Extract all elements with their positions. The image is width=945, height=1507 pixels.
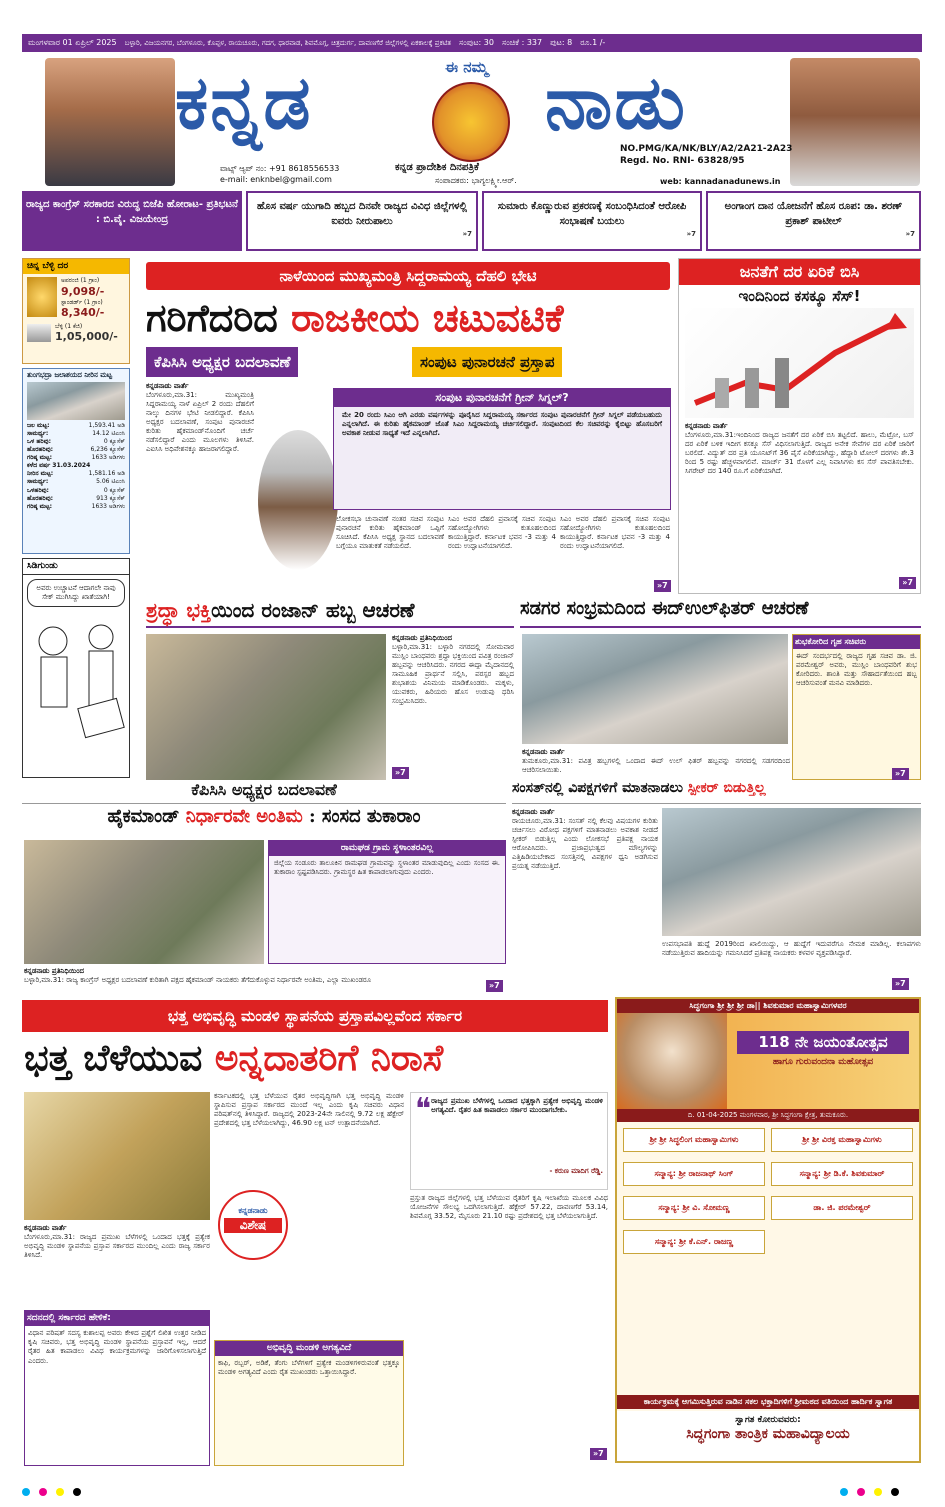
dam-stat-value: 5.06 ಟಿಎಂಸಿ bbox=[96, 478, 125, 486]
promo-text: ಹೊಸ ವರ್ಷ ಯುಗಾದಿ ಹಬ್ಬದ ದಿನವೇ ರಾಜ್ಯದ ವಿವಿಧ ಜಿಲ್ಲೆಗಳಲ್ಲಿ ಐವರು ನೀರುಪಾಲು bbox=[256, 201, 468, 227]
paddy-body-0: ಬೆಂಗಳೂರು,ಮಾ.31: ರಾಜ್ಯದ ಪ್ರಮುಖ ಬೆಳೆಗಳಲ್ಲಿ ಒಂದಾದ ಭತ್ತಕ್ಕೆ ಪ್ರತ್ಯೇಕ ಅಭಿವೃದ್ಧಿ ಮಂಡಳಿ ಸ್ಥಾಪನೆಯ ಪ್ರಸ್ತಾಪ ಸರ್ಕಾರದ ಮುಂದಿಲ್ಲ ಎಂದು ರಾಜ್ಯ ಸರ್ಕಾರ ತಿಳಿಸಿದೆ. bbox=[24, 1232, 210, 1259]
dam-stat-row bbox=[27, 462, 125, 470]
mandali-box bbox=[214, 1340, 404, 1466]
kpcc-headline-a: ಹೈಕಮಾಂಡ್ bbox=[107, 806, 186, 827]
lead-headline-part-b: ರಾಜಕೀಯ ಚಟುವಟಿಕೆ bbox=[291, 295, 564, 340]
ramzan-title bbox=[146, 598, 514, 628]
kpcc-headline bbox=[22, 806, 506, 829]
masthead-title-right: ನಾಡು bbox=[545, 60, 687, 146]
rni-reg: Regd. No. RNI- 63828/95 bbox=[620, 156, 745, 167]
masthead-ee-namma: ಈ ನಮ್ಮ bbox=[445, 58, 488, 76]
paddy-headline-b: ಅನ್ನದಾತರಿಗೆ ನಿರಾಸೆ bbox=[214, 1037, 444, 1079]
registration-dots-right bbox=[840, 1488, 908, 1499]
dam-stats bbox=[23, 420, 129, 513]
ad-person-name: ಸನ್ಮಾನ್ಯ: ಶ್ರೀ ಡಿ.ಕೆ. ಶಿವಕುಮಾರ್ bbox=[771, 1162, 913, 1186]
paddy-kicker: ಭತ್ತ ಅಭಿವೃದ್ಧಿ ಮಂಡಳಿ ಸ್ಥಾಪನೆಯ ಪ್ರಸ್ತಾಪವಿಲ್ಲವೆಂದ ಸರ್ಕಾರ bbox=[22, 1000, 608, 1032]
lead-body-4: ಸಿಎಂ ಅವರ ದೆಹಲಿ ಪ್ರವಾಸಕ್ಕೆ ಸಚಿವ ಸಂಪುಟ ಸಹೋದ್ಯೋಗಿಗಳು ಕುತೂಹಲದಿಂದ ಕಾಯುತ್ತಿದ್ದಾರೆ. ಕರ್ನಾಟಕ ಭವನ -3 ಮತ್ತು 4 ರಂದು ಉದ್ಘಾಟನೆಯಾಗಲಿದೆ. bbox=[560, 515, 670, 551]
kpcc-headline-c: : ಸಂಸದ ತುಕಾರಾಂ bbox=[302, 806, 421, 827]
gold-rate-header: ಚಿನ್ನ ಬೆಳ್ಳಿ ದರ bbox=[23, 259, 129, 274]
ad-footer bbox=[617, 1411, 919, 1461]
paddy-quote: ರಾಜ್ಯದ ಪ್ರಮುಖ ಬೆಳೆಗಳಲ್ಲಿ ಒಂದಾದ ಭತ್ತಕ್ಕಾಗಿ ಪ್ರತ್ಯೇಕ ಅಭಿವೃದ್ಧಿ ಮಂಡಳಿ ಅಗತ್ಯವಿದೆ. ರೈತರ ಹಿತ ಕಾಪಾಡಲು ಸರ್ಕಾರ ಮುಂದಾಗಬೇಕು. bbox=[431, 1097, 603, 1115]
vishesha-b: ವಿಶೇಷ bbox=[224, 1218, 282, 1233]
promo-text: ಸುಮಾರು ಕೊಣ್ಣುರುವ ಪ್ರಕರಣಕ್ಕೆ ಸಂಬಂಧಿಸಿದಂತೆ ಆರೋಪಿ ಸಂಭಾಷಣೆ ಬಯಲು bbox=[497, 201, 687, 227]
dam-stat-value: 0 ಕ್ಯೂಸೆಕ್ bbox=[103, 437, 125, 445]
dam-level-box bbox=[22, 368, 130, 554]
gold-rate-box bbox=[22, 258, 130, 364]
promo-text: ಅಂಗಾಂಗ ದಾನ ಯೋಜನೆಗೆ ಹೊಸ ರೂಪ: ಡಾ. ಶರಣ್ ಪ್ರಕಾಶ್ ಪಾಟೀಲ್ bbox=[724, 201, 903, 227]
ramzan-title-a: ಶ್ರದ್ಧಾ ಭಕ್ತಿ bbox=[146, 598, 212, 622]
cartoon-box bbox=[22, 558, 130, 778]
ramzan-body: ಬಳ್ಳಾರಿ,ಮಾ.31: ಬಳ್ಳಾರಿ ನಗರದಲ್ಲಿ ಸೋಮವಾರ ಮುಸ್ಲಿಂ ಬಾಂಧವರು ಶ್ರದ್ಧಾ ಭಕ್ತಿಯಿಂದ ಪವಿತ್ರ ರಂಜಾನ್ ಹಬ್ಬವನ್ನು ಆಚರಿಸಿದರು. ನಗರದ ಈದ್ಗಾ ಮೈದಾನದಲ್ಲಿ ಸಾಮೂಹಿಕ ಪ್ರಾರ್ಥನೆ ಸಲ್ಲಿಸಿ, ಪರಸ್ಪರ ಹಬ್ಬದ ಶುಭಾಶಯ ವಿನಿಮಯ ಮಾಡಿಕೊಂಡರು. ಮಕ್ಕಳು, ಯುವಕರು, ಹಿರಿಯರು ಹೊಸ ಉಡುಪು ಧರಿಸಿ ಸಂಭ್ರಮಿಸಿದರು. bbox=[392, 642, 514, 706]
lead-body-1: ಬೆಂಗಳೂರು,ಮಾ.31: ಮುಖ್ಯಮಂತ್ರಿ ಸಿದ್ದರಾಮಯ್ಯ ನಾಳೆ ಏಪ್ರಿಲ್ 2 ರಂದು ದೆಹಲಿಗೆ ನಾಲ್ಕು ದಿನಗಳ ಭೇಟಿ ನೀಡಲಿದ್ದಾರೆ. ಕೆಪಿಸಿಸಿ ಅಧ್ಯಕ್ಷರ ಬದಲಾವಣೆ, ಸಂಪುಟ ಪುನಾರಚನೆ ಕುರಿತು ಹೈಕಮಾಂಡ್‌ನೊಂದಿಗೆ ಚರ್ಚೆ ನಡೆಸಲಿದ್ದಾರೆ ಎಂದು ಮೂಲಗಳು ತಿಳಿಸಿವೆ. ಎಐಸಿಸಿ ಅಧಿವೇಶನಕ್ಕೂ ಹಾಜರಾಗಲಿದ್ದಾರೆ. bbox=[146, 390, 254, 454]
kpcc-headline-b: ನಿರ್ಧಾರವೇ ಅಂತಿಮ bbox=[185, 806, 303, 827]
masthead-tagline: ಕನ್ನಡ ಪ್ರಾದೇಶಿಕ ದಿನಪತ್ರಿಕೆ bbox=[395, 162, 479, 173]
paddy-text-0 bbox=[24, 1224, 210, 1306]
whatsapp-number: ವಾಟ್ಸ್ ಆ್ಯಪ್ ನಂ: +91 8618556533 bbox=[220, 164, 340, 173]
swamiji-portrait bbox=[617, 1013, 727, 1109]
ad-bottom-line: ಕಾರ್ಯಕ್ರಮಕ್ಕೆ ಆಗಮಿಸುತ್ತಿರುವ ನಾಡಿನ ಸಕಲ ಭಕ್ತಾದಿಗಳಿಗೆ ಶ್ರೀಮಠದ ವತಿಯಿಂದ ಹಾರ್ದಿಕ ಸ್ವಾಗತ bbox=[617, 1395, 919, 1409]
lead-kicker: ನಾಳೆಯಿಂದ ಮುಖ್ಯಮಂತ್ರಿ ಸಿದ್ದರಾಮಯ್ಯ ದೆಹಲಿ ಭೇಟಿ bbox=[146, 262, 670, 290]
ad-person-name: ಶ್ರೀ ಶ್ರೀ ಸಿದ್ಧಲಿಂಗ ಮಹಾಸ್ವಾಮಿಗಳು bbox=[623, 1128, 765, 1152]
dam-stat-row bbox=[27, 495, 125, 503]
dam-stat-row bbox=[27, 422, 125, 430]
kpcc-continued-link[interactable]: »7 bbox=[486, 980, 503, 992]
promo-box-4[interactable] bbox=[706, 191, 921, 251]
promo-box-2[interactable] bbox=[246, 191, 478, 251]
tax-body: ಬೆಂಗಳೂರು,ಮಾ.31:ಇಂದಿನಿಂದ ರಾಜ್ಯದ ಜನತೆಗೆ ದರ ಏರಿಕೆ ಬಿಸಿ ತಟ್ಟಲಿದೆ. ಹಾಲು, ಮೆಟ್ರೋ, ಬಸ್ ದರ ಏರಿಕೆ ಬಳಿಕ ಇದೀಗ ಕಸಕ್ಕೂ ಸೆಸ್ ವಿಧಿಸಲಾಗುತ್ತಿದೆ. ರಾಜ್ಯದ ಅನೇಕ ಸೇವೆಗಳ ದರ ಏರಿಕೆ ಜಾರಿಗೆ ಬರಲಿದೆ. ವಿದ್ಯುತ್ ದರ ಪ್ರತಿ ಯೂನಿಟ್‌ಗೆ 36 ಪೈಸೆ ಏರಿಕೆಯಾಗಿದ್ದು, ಹೆದ್ದಾರಿ ಟೋಲ್ ದರಗಳು ಶೇ.3 ರಿಂದ 5 ರಷ್ಟು ಹೆಚ್ಚಳವಾಗಲಿವೆ. ಮಾರ್ಚ್ 31 ರೊಳಗೆ ಎಲ್ಲ ನಿವಾಸಿಗಳು ಕಸ ಸೆಸ್ ಪಾವತಿಸಬೇಕು. ಸಿಗರೇಟ್ ದರ 140 ರೂ.ಗೆ ಏರಿಕೆಯಾಗಿದೆ. bbox=[685, 430, 914, 475]
cartoon-drawing bbox=[23, 611, 129, 751]
dam-stat-value: 1633 ಅಡಿಗಳು bbox=[91, 454, 125, 462]
paddy-field-photo bbox=[24, 1092, 210, 1220]
apaparanji-label: ಅಪರಂಜಿ (1 ಗ್ರಾಂ) bbox=[61, 277, 100, 285]
ramghad-box bbox=[268, 840, 506, 964]
masthead-title-left: ಕನ್ನಡ bbox=[175, 60, 313, 146]
dam-stat-value: 1,593.41 ಅಡಿ bbox=[88, 421, 125, 429]
dam-stat-value: 14.12 ಟಿಎಂಸಿ bbox=[92, 429, 125, 437]
quote-mark-icon: ❝ bbox=[415, 1092, 432, 1127]
ramzan-prayer-photo bbox=[146, 634, 386, 780]
eid-body: ತುಮಕೂರು,ಮಾ.31: ಪವಿತ್ರ ಹಬ್ಬಗಳಲ್ಲಿ ಒಂದಾದ ಈದ್ ಉಲ್ ಫಿತರ್ ಹಬ್ಬವನ್ನು ನಗರದಲ್ಲಿ ಸಡಗರದಿಂದ ಆಚರಿಸಲಾಯಿತು. bbox=[522, 756, 790, 774]
eid-greeting-box bbox=[792, 634, 921, 780]
dam-stat-label: ಜಲ ಮಟ್ಟ: bbox=[27, 421, 50, 429]
politician-photo-right bbox=[790, 58, 920, 186]
silver-bar-icon bbox=[27, 324, 51, 342]
tax-subtitle: ಇಂದಿನಿಂದ ಕಸಕ್ಕೂ ಸೆಸ್! bbox=[738, 287, 861, 305]
mandali-body: ಕಾಫಿ, ರಬ್ಬರ್, ಅಡಿಕೆ, ತೆಂಗು ಬೆಳೆಗಳಿಗೆ ಪ್ರತ್ಯೇಕ ಮಂಡಳಿಗಳಿರುವಂತೆ ಭತ್ತಕ್ಕೂ ಮಂಡಳಿ ಅಗತ್ಯವಿದೆ ಎಂದು ರೈತ ಮುಖಂಡರು ಒತ್ತಾಯಿಸಿದ್ದಾರೆ. bbox=[218, 1359, 400, 1377]
speaker-body: ರಾಯಚೂರು,ಮಾ.31: ಸಂಸತ್ ನಲ್ಲಿ ಕೆಲವು ವಿಷಯಗಳ ಕುರಿತು ಚರ್ಚಿಸಲು ವಿರೋಧ ಪಕ್ಷಗಳಿಗೆ ಮಾತನಾಡಲು ಅವಕಾಶ ನೀಡದೆ ಸ್ಪೀಕರ್ ಬಿಡುತ್ತಿಲ್ಲ ಎಂದು ಲೋಕಸಭೆ ಪ್ರತಿಪಕ್ಷ ನಾಯಕ ಆರೋಪಿಸಿದರು. ಪ್ರಜಾಪ್ರಭುತ್ವದ ಮೌಲ್ಯಗಳನ್ನು ಎತ್ತಿಹಿಡಿಯಬೇಕಾದ ಸಂಸತ್ತಿನಲ್ಲಿ ವಿಪಕ್ಷಗಳ ಧ್ವನಿ ಅಡಗಿಸುವ ಪ್ರಯತ್ನ ನಡೆಯುತ್ತಿದೆ. bbox=[512, 816, 658, 871]
paddy-continued-link[interactable]: »7 bbox=[590, 1448, 607, 1460]
kpcc-dateline: ಕನ್ನಡನಾಡು ಪ್ರತಿನಿಧಿಯಿಂದ bbox=[24, 967, 84, 975]
dam-stat-value: 1633 ಅಡಿಗಳು bbox=[91, 502, 125, 510]
eid-title: ಸಡಗರ ಸಂಭ್ರಮದಿಂದ ಈದ್‌ಉಲ್‌ಫಿತರ್ ಆಚರಣೆ bbox=[520, 598, 921, 628]
ad-date: ದಿ. 01-04-2025 ಮಂಗಳವಾರ, ಶ್ರೀ ಸಿದ್ಧಗಂಗಾ ಕ್ಷೇತ್ರ, ತುಮಕೂರು. bbox=[617, 1109, 919, 1122]
eid-prayer-photo bbox=[522, 634, 788, 744]
dam-stat-label: ಹೊರಹರಿವು: bbox=[27, 494, 54, 502]
ramzan-text bbox=[392, 634, 514, 780]
postal-reg: NO.PMG/KA/NK/BLY/A2/2A21-2A23 bbox=[620, 144, 793, 154]
eid-text bbox=[522, 748, 790, 780]
lead-dateline: ಕನ್ನಡನಾಡು ವಾರ್ತೆ bbox=[146, 382, 189, 390]
lead-subtag-2: ಸಂಪುಟ ಪುನಾರಚನೆ ಪ್ರಸ್ತಾಪ bbox=[412, 347, 562, 377]
price: ರೂ.1 /- bbox=[580, 38, 606, 47]
lead-column-1 bbox=[146, 382, 254, 592]
mandali-header: ಅಭಿವೃದ್ಧಿ ಮಂಡಳಿ ಅಗತ್ಯವಿದೆ bbox=[215, 1341, 403, 1356]
ad-welcome: ಸ್ವಾಗತ ಕೋರುವವರು: bbox=[735, 1415, 801, 1425]
editor-line: ಸಂಪಾದಕರು: ಭಾಗ್ಯಲಕ್ಷ್ಮೀ.ಆರ್. bbox=[435, 176, 517, 185]
promo-ref: »7 bbox=[686, 230, 696, 238]
ramzan-continued-link[interactable]: »7 bbox=[392, 767, 409, 779]
promo-box-3[interactable] bbox=[482, 191, 702, 251]
paddy-dateline: ಕನ್ನಡನಾಡು ವಾರ್ತೆ bbox=[24, 1224, 67, 1232]
ramzan-title-b: ಯಿಂದ ರಂಜಾನ್ ಹಬ್ಬ ಆಚರಣೆ bbox=[211, 598, 415, 622]
ad-subtitle: ಹಾಗೂ ಗುರುವಂದನಾ ಮಹೋತ್ಸವ bbox=[772, 1056, 874, 1067]
speaker-text-1 bbox=[512, 808, 658, 936]
lead-headline bbox=[146, 296, 670, 340]
issue-date: ಮಂಗಳವಾರ 01 ಏಪ್ರಿಲ್ 2025 bbox=[28, 38, 117, 47]
ramzan-dateline: ಕನ್ನಡನಾಡು ಪ್ರತಿನಿಧಿಯಿಂದ bbox=[392, 634, 452, 642]
silver-label: ಬೆಳ್ಳಿ (1 ಕೆಜಿ) bbox=[55, 322, 83, 330]
cabinet-box bbox=[333, 388, 671, 510]
ad-person-name: ಸನ್ಮಾನ್ಯ: ಶ್ರೀ ವಿ. ಸೋಮಣ್ಣ bbox=[623, 1196, 765, 1220]
tax-dateline: ಕನ್ನಡನಾಡು ವಾರ್ತೆ bbox=[685, 421, 728, 430]
districts-line: ಬಳ್ಳಾರಿ, ವಿಜಯನಗರ, ಬೆಂಗಳೂರು, ಕೊಪ್ಪಳ, ರಾಯಚೂರು, ಗದಗ, ಧಾರವಾಡ, ಶಿವಮೊಗ್ಗ, ಚಿತ್ರದುರ್ಗ, ದಾವಣಗೆರೆ ಜಿಲ್ಲೆಗಳಲ್ಲಿ ಏಕಕಾಲಕ್ಕೆ ಪ್ರಕಟಿತ bbox=[124, 38, 452, 47]
apaparanji-price: 9,098/- bbox=[61, 284, 105, 298]
dam-stat-label: ಸಾಮರ್ಥ್ಯ: bbox=[27, 429, 49, 437]
volume: ಸಂಪುಟ: 30 bbox=[459, 38, 494, 47]
dam-stat-value: 0 ಕ್ಯೂಸೆಕ್ bbox=[103, 486, 125, 494]
ad-person-name: ಸನ್ಮಾನ್ಯ: ಶ್ರೀ ಕೆ.ಎನ್. ರಾಜಣ್ಣ bbox=[623, 1230, 765, 1254]
contact-block bbox=[220, 163, 339, 185]
kpcc-body: ಬಳ್ಳಾರಿ,ಮಾ.31: ರಾಜ್ಯ ಕಾಂಗ್ರೆಸ್ ಅಧ್ಯಕ್ಷರ ಬದಲಾವಣೆ ಕುರಿತಾಗಿ ಪಕ್ಷದ ಹೈಕಮಾಂಡ್ ನಾಯಕರು ತೆಗೆದುಕೊಳ್ಳುವ ನಿರ್ಧಾರವೇ ಅಂತಿಮ, ಎಲ್ಲಾ ಮುಖಂಡರೂ bbox=[24, 975, 372, 984]
dam-stat-value: 6,236 ಕ್ಯೂಸೆಕ್ bbox=[90, 446, 125, 454]
promo-ref: »7 bbox=[462, 230, 472, 238]
vishesha-a: ಕನ್ನಡನಾಡು bbox=[238, 1206, 268, 1215]
gold-coins-icon bbox=[27, 277, 57, 317]
karnataka-emblem-icon bbox=[432, 82, 510, 162]
promo-text: ರಾಜ್ಯದ ಕಾಂಗ್ರೆಸ್ ಸರಕಾರದ ವಿರುದ್ಧ ಬಿಜೆಪಿ ಹೋರಾಟ- ಪ್ರತಿಭಟನೆ : ಬಿ.ವೈ. ವಿಜಯೇಂದ್ರ bbox=[26, 199, 238, 225]
issue-number: ಸಂಚಿಕೆ : 337 bbox=[501, 38, 543, 47]
tax-story bbox=[678, 258, 921, 594]
siddaramaiah-photo bbox=[258, 430, 338, 570]
dam-stat-row bbox=[27, 430, 125, 438]
dam-stat-row bbox=[27, 478, 125, 486]
tukaram-press-photo bbox=[24, 840, 264, 964]
standard-label: ಸ್ಟಾಂಡರ್ಡ್ (1 ಗ್ರಾಂ) bbox=[61, 298, 103, 306]
ad-institution: ಸಿದ್ಧಗಂಗಾ ತಾಂತ್ರಿಕ ಮಹಾವಿದ್ಯಾಲಯ bbox=[686, 1426, 850, 1443]
speaker-title-b: ಸ್ಪೀಕರ್ ಬಿಡುತ್ತಿಲ್ಲ bbox=[687, 780, 766, 796]
cabinet-box-text: ಮೇ 20 ರಂದು ಸಿಎಂ ಆಗಿ ಎರಡು ವರ್ಷಗಳನ್ನು ಪೂರೈಸಿದ ಸಿದ್ದರಾಮಯ್ಯ ಸರ್ಕಾರದ ಸಂಪುಟ ಪುನಾರಚನೆಗೆ ಗ್ರೀನ್ ಸಿಗ್ನಲ್ ಪಡೆಯಬಹುದು ಎನ್ನಲಾಗಿದೆ. ಈ ಕುರಿತು ಹೈಕಮಾಂಡ್ ಜೊತೆ ಸಿಎಂ ಸಿದ್ದರಾಮಯ್ಯ ಚರ್ಚಿಸಲಿದ್ದಾರೆ. ಸಂಪುಟದಿಂದ ಕೆಲ ಸಚಿವರನ್ನು ಕೈಬಿಟ್ಟು ಹೊಸಬರಿಗೆ ಅವಕಾಶ ನೀಡುವ ಸಾಧ್ಯತೆ ಇದೆ ಎನ್ನಲಾಗಿದೆ. bbox=[342, 410, 662, 437]
eid-dateline: ಕನ್ನಡನಾಡು ವಾರ್ತೆ bbox=[522, 748, 565, 756]
ramghad-title: ರಾಮಘಡ ಗ್ರಾಮ ಸ್ಥಳಾಂತರವಿಲ್ಲ bbox=[269, 841, 505, 856]
speaker-press-meet-photo bbox=[662, 808, 921, 936]
kpcc-kicker: ಕೆಪಿಸಿಸಿ ಅಧ್ಯಕ್ಷರ ಬದಲಾವಣೆ bbox=[22, 780, 506, 804]
cabinet-box-title: ಸಂಪುಟ ಪುನಾರಚನೆಗೆ ಗ್ರೀನ್ ಸಿಗ್ನಲ್? bbox=[334, 389, 670, 407]
dam-stat-label: ಸಾಮರ್ಥ್ಯ: bbox=[27, 478, 49, 486]
ad-person-name: ಸನ್ಮಾನ್ಯ: ಶ್ರೀ ರಾಜನಾಥ್ ಸಿಂಗ್ bbox=[623, 1162, 765, 1186]
promo-ref: »7 bbox=[905, 230, 915, 238]
dam-stat-value: 913 ಕ್ಯೂಸೆಕ್ bbox=[96, 494, 125, 502]
dam-stat-label: ಒಳ ಹರಿವು: bbox=[27, 437, 51, 445]
lead-headline-part-a: ಗರಿಗೆದರಿದ bbox=[146, 295, 292, 340]
paddy-body-2: ಪ್ರಸ್ತುತ ರಾಜ್ಯದ ಜಿಲ್ಲೆಗಳಲ್ಲಿ ಭತ್ತ ಬೆಳೆಯುವ ರೈತರಿಗೆ ಕೃಷಿ ಇಲಾಖೆಯ ಮೂಲಕ ವಿವಿಧ ಯೋಜನೆಗಳ ಸೌಲಭ್ಯ ಒದಗಿಸಲಾಗುತ್ತಿದೆ. ಹೆಕ್ಟೇರ್ 57.22, ದಾವಣಗೆರೆ 53.14, ಶಿವಮೊಗ್ಗ 33.52, ಮೈಸೂರು 21.10 ರಷ್ಟು ಪ್ರದೇಶದಲ್ಲಿ ಭತ್ತ ಬೆಳೆಯಲಾಗುತ್ತಿದೆ. bbox=[410, 1194, 608, 1221]
dam-stat-row bbox=[27, 446, 125, 454]
dam-stat-label: ಗರಿಷ್ಠ ಮಟ್ಟ: bbox=[27, 502, 53, 510]
speaker-title-a: ಸಂಸತ್‌ನಲ್ಲಿ ವಿಪಕ್ಷಗಳಿಗೆ ಮಾತನಾಡಲು bbox=[512, 780, 688, 796]
paddy-quote-box bbox=[410, 1092, 608, 1190]
standard-price: 8,340/- bbox=[61, 306, 105, 319]
ad-title: 118 ನೇ ಜಯಂತೋತ್ಸವ bbox=[737, 1031, 909, 1054]
dam-stat-row bbox=[27, 503, 125, 511]
dam-stat-value: 1,581.16 ಅಡಿ bbox=[88, 470, 125, 478]
speaker-dateline: ಕನ್ನಡನಾಡು ವಾರ್ತೆ bbox=[512, 808, 555, 816]
eid-greeting-header: ಶುಭಕೋರಿದ ಗೃಹ ಸಚಿವರು bbox=[793, 635, 920, 649]
lead-body-2: ಲೋಕಸಭಾ ಚುನಾವಣೆ ನಂತರ ಸಚಿವ ಸಂಪುಟ ಪುನಾರಚನೆ ಕುರಿತು ಹೈಕಮಾಂಡ್ ಒಪ್ಪಿಗೆ ಸೂಚಿಸಿದೆ. ಕೆಪಿಸಿಸಿ ಅಧ್ಯಕ್ಷ ಸ್ಥಾನದ ಬದಲಾವಣೆ ಬಗ್ಗೆಯೂ ಮಾತುಕತೆ ನಡೆಯಲಿದೆ. bbox=[336, 515, 444, 551]
dam-stat-row bbox=[27, 438, 125, 446]
dam-stat-label: ಕಳೆದ ವರ್ಷ 31.03.2024 bbox=[27, 462, 91, 470]
price-rise-graphic bbox=[685, 308, 914, 418]
paddy-quote-by: - ಕರುಣ ಮಾದಿಗ ರೆಡ್ಡಿ. bbox=[549, 1167, 603, 1175]
sadana-box bbox=[24, 1310, 210, 1466]
ad-hero bbox=[617, 1013, 919, 1109]
ad-top-line: ಸಿದ್ಧಗಂಗಾ ಶ್ರೀ ಶ್ರೀ ಶ್ರೀ ಡಾ|| ಶಿವಕುಮಾರ ಮಹಾಸ್ವಾಮಿಗಳವರ bbox=[617, 999, 919, 1013]
kpcc-text bbox=[24, 967, 506, 997]
silver-price: 1,05,000/- bbox=[55, 330, 118, 344]
website-link[interactable]: web: kannadanadunews.in bbox=[660, 177, 781, 186]
dam-stat-label: ಹೊರಹರಿವು: bbox=[27, 446, 54, 454]
email-address: e-mail: enknbel@gmail.com bbox=[220, 175, 332, 185]
eid-greeting-body: ಈದ್ ಸಂದರ್ಭದಲ್ಲಿ ರಾಜ್ಯದ ಗೃಹ ಸಚಿವ ಡಾ. ಜಿ. ಪರಮೇಶ್ವರ್ ಅವರು, ಮುಸ್ಲಿಂ ಬಾಂಧವರಿಗೆ ಶುಭ ಕೋರಿದರು. ಶಾಂತಿ ಮತ್ತು ಸೌಹಾರ್ದತೆಯಿಂದ ಹಬ್ಬ ಆಚರಿಸುವಂತೆ ಮನವಿ ಮಾಡಿದರು. bbox=[796, 652, 917, 688]
sadana-header: ಸದನದಲ್ಲಿ ಸರ್ಕಾರದ ಹೇಳಿಕೆ: bbox=[25, 1311, 209, 1326]
top-info-bar bbox=[22, 34, 922, 52]
lead-continued-link[interactable]: »7 bbox=[654, 580, 671, 592]
dam-stat-row bbox=[27, 454, 125, 462]
dam-stat-row bbox=[27, 470, 125, 478]
registration-block bbox=[620, 143, 792, 167]
paddy-headline bbox=[24, 1036, 608, 1080]
speaker-continued-link[interactable]: »7 bbox=[892, 978, 909, 990]
politician-photo-left bbox=[45, 58, 175, 186]
dam-stat-label: ನೀರಿನ ಮಟ್ಟ: bbox=[27, 470, 54, 478]
dam-stat-row bbox=[27, 487, 125, 495]
ad-person-name: ಡಾ. ಜಿ. ಪರಮೇಶ್ವರ್ bbox=[771, 1196, 913, 1220]
tax-continued-link[interactable]: »7 bbox=[899, 577, 916, 589]
kannadanadu-vishesha-badge bbox=[218, 1190, 288, 1260]
dam-photo bbox=[27, 382, 125, 420]
registration-dots-left bbox=[22, 1488, 90, 1499]
promo-box-1[interactable] bbox=[22, 191, 242, 251]
tax-title: ಜನತೆಗೆ ದರ ಏರಿಕೆ ಬಿಸಿ bbox=[679, 259, 920, 285]
eid-continued-link[interactable]: »7 bbox=[892, 768, 909, 780]
ad-person-name: ಶ್ರೀ ಶ್ರೀ ವಿರಕ್ತ ಮಹಾಸ್ವಾಮಿಗಳು bbox=[771, 1128, 913, 1152]
lead-body-3: ಸಿಎಂ ಅವರ ದೆಹಲಿ ಪ್ರವಾಸಕ್ಕೆ ಸಚಿವ ಸಂಪುಟ ಸಹೋದ್ಯೋಗಿಗಳು ಕುತೂಹಲದಿಂದ ಕಾಯುತ್ತಿದ್ದಾರೆ. ಕರ್ನಾಟಕ ಭವನ -3 ಮತ್ತು 4 ರಂದು ಉದ್ಘಾಟನೆಯಾಗಲಿದೆ. bbox=[448, 515, 556, 551]
cartoon-header: ಸಿಡಿಗುಂಡು bbox=[23, 559, 129, 575]
ad-people-grid bbox=[617, 1122, 919, 1260]
paddy-headline-a: ಭತ್ತ ಬೆಳೆಯುವ bbox=[24, 1037, 215, 1079]
lead-subtag-1: ಕೆಪಿಸಿಸಿ ಅಧ್ಯಕ್ಷರ ಬದಲಾವಣೆ bbox=[146, 347, 298, 377]
rising-arrow-icon bbox=[685, 308, 915, 418]
dam-stat-label: ಗರಿಷ್ಠ ಮಟ್ಟ: bbox=[27, 454, 53, 462]
page-count: ಪುಟ: 8 bbox=[550, 38, 573, 47]
dam-header: ತುಂಗಭದ್ರಾ ಜಲಾಶಯದ ನೀರಿನ ಮಟ್ಟ bbox=[27, 371, 113, 379]
sadana-body: ವಿಧಾನ ಪರಿಷತ್ ಸದಸ್ಯ ಕುಶಾಲಪ್ಪ ಅವರು ಕೇಳಿದ ಪ್ರಶ್ನೆಗೆ ಲಿಖಿತ ಉತ್ತರ ನೀಡಿದ ಕೃಷಿ ಸಚಿವರು, ಭತ್ತ ಅಭಿವೃದ್ಧಿ ಮಂಡಳಿ ಸ್ಥಾಪನೆಯ ಪ್ರಸ್ತಾವನೆ ಇಲ್ಲ, ಆದರೆ ರೈತರ ಹಿತ ಕಾಪಾಡಲು ವಿವಿಧ ಕಾರ್ಯಕ್ರಮಗಳನ್ನು ಜಾರಿಗೊಳಿಸಲಾಗುತ್ತಿದೆ ಎಂದರು. bbox=[28, 1329, 206, 1365]
speaker-body-2: ಉಪಸಭಾಪತಿ ಹುದ್ದೆ 2019ರಿಂದ ಖಾಲಿಯಿದ್ದು, ಆ ಹುದ್ದೆಗೆ ಇದುವರೆಗೂ ನೇಮಕ ಮಾಡಿಲ್ಲ. ಕಲಾಪಗಳು ನಡೆಯುತ್ತಿರುವ ಹಾದಿಯನ್ನು ಗಮನಿಸಿದರೆ ಪ್ರತಿಪಕ್ಷ ನಾಯಕರು ಕಳವಳ ವ್ಯಕ್ತಪಡಿಸಿದ್ದಾರೆ. bbox=[662, 940, 921, 958]
cartoon-speech-bubble: ಅವರು ಉಚ್ಚಾಟನೆ ಆದಾಗಲೇ ನಾವು ಸೇಕ್ ಮುಗಿಸಿದ್ದು ಖಾತೆಯಾಗಿ! bbox=[27, 579, 125, 607]
siddaganga-ad bbox=[615, 997, 921, 1463]
ramghad-text: ಜಿಲ್ಲೆಯ ಸಂಡೂರು ತಾಲೂಕಿನ ರಾಮಘಡ ಗ್ರಾಮವನ್ನು ಸ್ಥಳಾಂತರ ಮಾಡುವುದಿಲ್ಲ ಎಂದು ಸಂಸದ ಈ. ತುಕಾರಾಂ ಸ್ಪಷ್ಟಪಡಿಸಿದರು. ಗ್ರಾಮಸ್ಥರ ಹಿತ ಕಾಪಾಡಲಾಗುವುದು ಎಂದರು. bbox=[274, 859, 500, 877]
speaker-title bbox=[512, 780, 921, 804]
paddy-body-1: ಕರ್ನಾಟಕದಲ್ಲಿ ಭತ್ತ ಬೆಳೆಯುವ ರೈತರ ಅಭಿವೃದ್ಧಿಗಾಗಿ ಭತ್ತ ಅಭಿವೃದ್ಧಿ ಮಂಡಳಿ ಸ್ಥಾಪಿಸುವ ಪ್ರಸ್ತಾಪ ಸರ್ಕಾರದ ಮುಂದೆ ಇಲ್ಲ ಎಂದು ಕೃಷಿ ಸಚಿವರು ವಿಧಾನ ಪರಿಷತ್‌ನಲ್ಲಿ ತಿಳಿಸಿದ್ದಾರೆ. ರಾಜ್ಯದಲ್ಲಿ 2023-24ನೇ ಸಾಲಿನಲ್ಲಿ 9.72 ಲಕ್ಷ ಹೆಕ್ಟೇರ್ ಪ್ರದೇಶದಲ್ಲಿ ಭತ್ತ ಬೆಳೆಯಲಾಗಿದ್ದು, 46.90 ಲಕ್ಷ ಟನ್ ಉತ್ಪಾದನೆಯಾಗಿದೆ. bbox=[214, 1092, 404, 1128]
dam-stat-label: ಒಳಹರಿವು: bbox=[27, 486, 49, 494]
